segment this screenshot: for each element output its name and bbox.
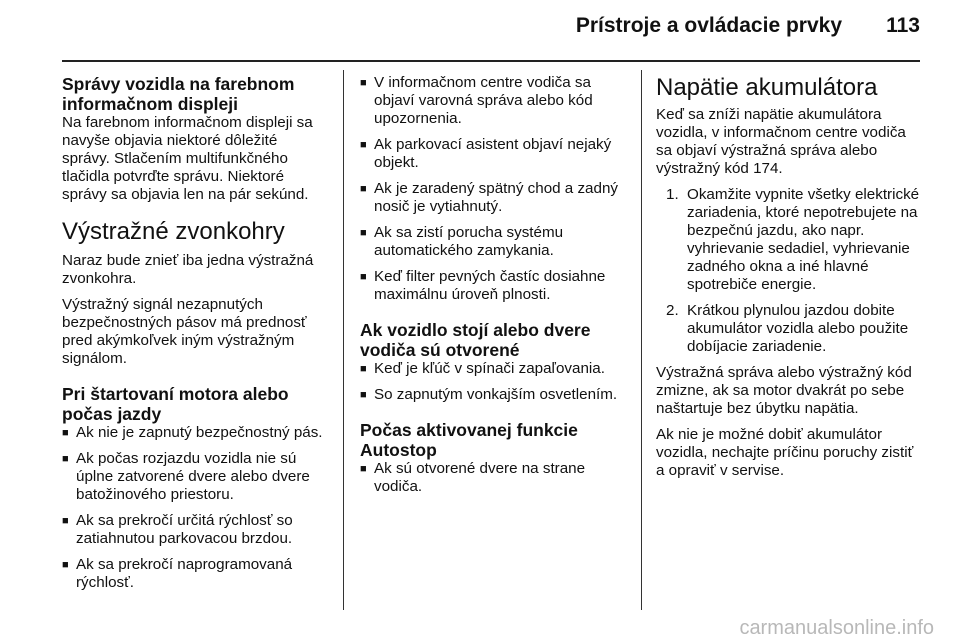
list-item: ■ V informačnom centre vodiča sa objaví varovná správa alebo kód upozornenia. — [360, 74, 593, 127]
paragraph: Na farebnom informačnom displeji sa navyše objavia niektoré dôležité správy. Stlačením multifunkčného tlačidla potvrďte správu. Niektoré správy sa objavia len na pár sekúnd. — [62, 114, 313, 203]
list-item: ■ Ak parkovací asistent objaví nejaký objekt. — [360, 136, 612, 171]
bullet-icon: ■ — [360, 139, 367, 151]
list-item: ■ So zapnutým vonkajším osvetlením. — [360, 386, 618, 403]
paragraph: Výstražný signál nezapnutých bezpečnostných pásov má prednosť pred akýmkoľvek iným výstražným signálom. — [62, 296, 307, 367]
list-item: ■ Keď filter pevných častíc dosiahne maximálnu úroveň plnosti. — [360, 268, 606, 303]
list-item: ■ Ak počas rozjazdu vozidla nie sú úplne zatvorené dvere alebo dvere batožinového priestoru. — [62, 450, 310, 503]
paragraph: Ak nie je možné dobiť akumulátor vozidla, nechajte príčinu poruchy zistiť a opraviť v servise. — [656, 426, 914, 479]
bullet-icon: ■ — [360, 463, 367, 475]
bullet-list — [360, 460, 628, 496]
list-item: ■ Ak sa prekročí naprogramovaná rýchlosť. — [62, 556, 293, 591]
list-item: ■ Ak sa zistí porucha systému automatického zamykania. — [360, 224, 564, 259]
bullet-list — [360, 360, 628, 404]
paragraph: Keď sa zníži napätie akumulátora vozidla, v informačnom centre vodiča sa objaví výstražná správa alebo výstražný kód 174. — [656, 106, 906, 177]
list-item: ■ Ak nie je zapnutý bezpečnostný pás. — [62, 424, 323, 441]
running-title: Prístroje a ovládacie prvky — [575, 14, 842, 37]
bullet-icon: ■ — [62, 559, 69, 571]
column-2 — [360, 74, 628, 504]
bullet-icon: ■ — [62, 427, 69, 439]
section-title-battery-voltage: Napätie akumulátora — [656, 74, 878, 101]
section-title-starting-engine: Pri štartovaní motora alebo počas jazdy — [62, 384, 289, 424]
list-item: ■ Ak je zaradený spätný chod a zadný nosič je vytiahnutý. — [360, 180, 618, 215]
bullet-icon: ■ — [360, 227, 367, 239]
list-item: ■ Ak sa prekročí určitá rýchlosť so zatiahnutou parkovacou brzdou. — [62, 512, 293, 547]
column-3 — [656, 74, 924, 488]
section-title-color-display: Správy vozidla na farebnom informačnom displeji — [62, 74, 295, 114]
list-item: ■ Keď je kľúč v spínači zapaľovania. — [360, 360, 605, 377]
page-number: 113 — [886, 14, 920, 37]
numbered-list — [656, 186, 924, 356]
page-header — [0, 0, 960, 60]
bullet-list — [62, 424, 328, 592]
paragraph: Výstražná správa alebo výstražný kód zmizne, ak sa motor dvakrát po sebe naštartuje bez úbytku napätia. — [656, 364, 912, 417]
step-number: 1. — [666, 186, 679, 203]
list-item: 1. Okamžite vypnite všetky elektrické zariadenia, ktoré nepotrebujete na bezpečnú jazdu, ako napr. vyhrievanie sedadiel, vyhrievanie zadného okna a iné hlavné spotrebiče energie. — [666, 186, 920, 293]
list-item: 2. Krátkou plynulou jazdou dobite akumulátor vozidla alebo použite dobíjacie zariadenie. — [666, 302, 909, 355]
step-number: 2. — [666, 302, 679, 319]
paragraph: Naraz bude znieť iba jedna výstražná zvonkohra. — [62, 252, 314, 287]
list-item: ■ Ak sú otvorené dvere na strane vodiča. — [360, 460, 586, 495]
bullet-icon: ■ — [360, 389, 367, 401]
header-rule — [62, 60, 920, 62]
bullet-list — [360, 74, 628, 304]
bullet-icon: ■ — [360, 183, 367, 195]
bullet-icon: ■ — [360, 363, 367, 375]
bullet-icon: ■ — [62, 453, 69, 465]
column-divider-1 — [343, 70, 344, 610]
bullet-icon: ■ — [62, 515, 69, 527]
column-1 — [62, 74, 328, 600]
section-title-warning-chimes: Výstražné zvonkohry — [62, 218, 285, 245]
section-title-autostop: Počas aktivovanej funkcie Autostop — [360, 420, 578, 460]
watermark: carmanualsonline.info — [739, 617, 934, 639]
bullet-icon: ■ — [360, 271, 367, 283]
column-divider-2 — [641, 70, 642, 610]
section-title-vehicle-stopped: Ak vozidlo stojí alebo dvere vodiča sú otvorené — [360, 320, 591, 360]
bullet-icon: ■ — [360, 77, 367, 89]
